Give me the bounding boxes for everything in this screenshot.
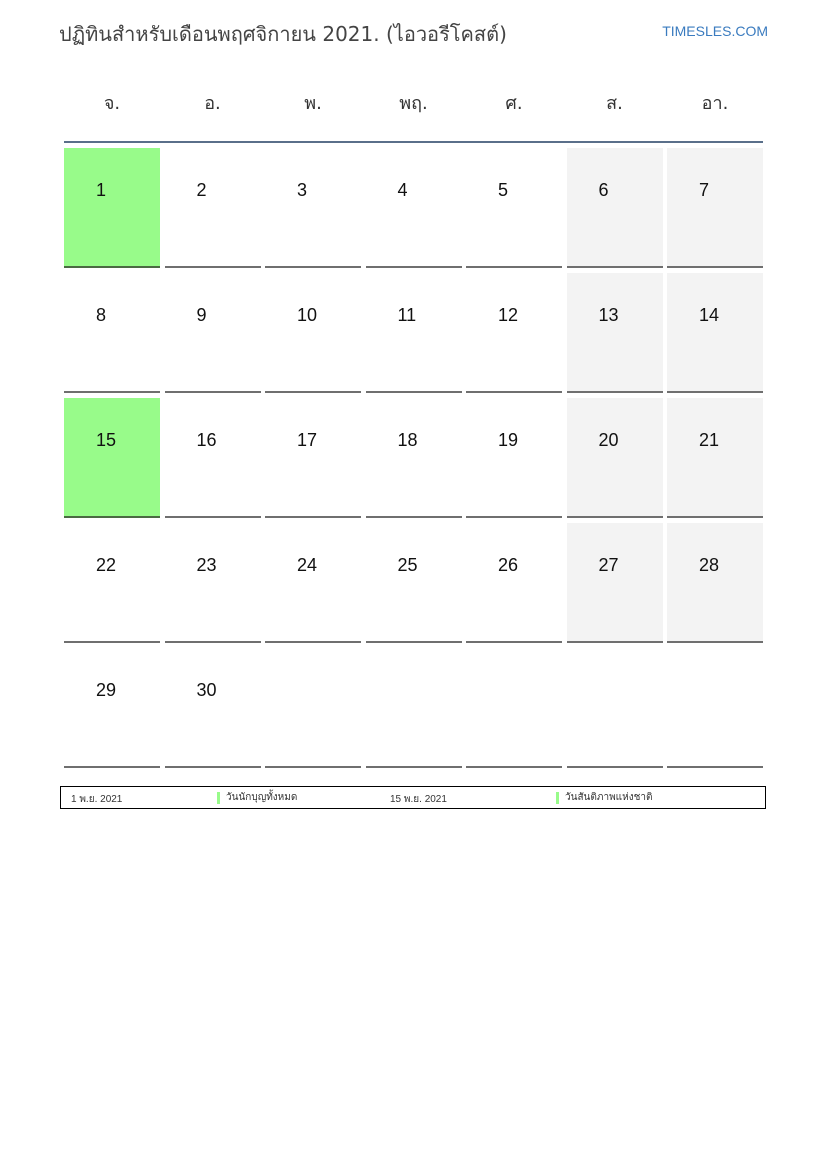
brand-link[interactable]: TIMESLES.COM	[662, 23, 768, 39]
day-number: 24	[297, 555, 318, 575]
empty-day-cell	[466, 648, 562, 768]
day-number: 25	[397, 555, 418, 575]
day-number: 17	[297, 430, 318, 450]
legend-holiday-name: วันนักบุญทั้งหมด	[217, 792, 297, 804]
empty-day-cell	[265, 648, 361, 768]
day-number: 12	[498, 305, 519, 325]
day-grid	[64, 148, 763, 768]
page-title: ปฏิทินสำหรับเดือนพฤศจิกายน 2021. (ไอวอรีโคสต์)	[59, 22, 507, 46]
calendar	[64, 80, 763, 768]
weekday-wed: พ.	[304, 93, 322, 114]
day-cell[interactable]	[64, 273, 160, 393]
day-number: 26	[498, 555, 519, 575]
weekday-fri: ศ.	[505, 93, 523, 114]
day-number: 23	[196, 555, 217, 575]
day-cell[interactable]	[165, 398, 261, 518]
day-cell[interactable]	[64, 523, 160, 643]
day-number: 10	[297, 305, 318, 325]
day-number: 5	[498, 180, 509, 200]
day-number: 3	[297, 180, 308, 200]
day-cell[interactable]	[667, 523, 763, 643]
day-cell[interactable]	[265, 148, 361, 268]
day-number: 30	[196, 680, 217, 700]
day-cell[interactable]	[165, 273, 261, 393]
day-cell[interactable]	[165, 648, 261, 768]
weekday-sun: อา.	[701, 93, 729, 114]
legend-date: 15 พ.ย. 2021	[390, 794, 447, 805]
day-cell[interactable]	[567, 398, 663, 518]
day-cell[interactable]	[165, 148, 261, 268]
day-number: 9	[196, 305, 207, 325]
day-cell[interactable]	[366, 148, 462, 268]
legend-date: 1 พ.ย. 2021	[71, 794, 123, 805]
day-number: 11	[397, 305, 417, 325]
day-cell[interactable]	[466, 273, 562, 393]
day-cell[interactable]	[667, 273, 763, 393]
holiday-legend	[60, 786, 766, 809]
day-number: 6	[598, 180, 609, 200]
day-cell[interactable]	[265, 273, 361, 393]
day-number: 28	[699, 555, 720, 575]
empty-day-cell	[567, 648, 663, 768]
day-number: 8	[96, 305, 107, 325]
day-cell[interactable]	[366, 523, 462, 643]
day-number: 29	[96, 680, 117, 700]
day-number: 16	[196, 430, 217, 450]
day-cell[interactable]	[567, 523, 663, 643]
day-cell[interactable]	[366, 273, 462, 393]
day-cell[interactable]	[165, 523, 261, 643]
day-number: 22	[96, 555, 117, 575]
weekday-header	[64, 80, 763, 143]
weekday-sat: ส.	[606, 93, 623, 114]
day-number: 14	[699, 305, 720, 325]
weekday-mon: จ.	[103, 93, 121, 114]
day-number: 20	[598, 430, 619, 450]
day-cell[interactable]	[265, 523, 361, 643]
day-cell[interactable]	[567, 148, 663, 268]
day-cell[interactable]	[667, 398, 763, 518]
day-cell[interactable]	[64, 648, 160, 768]
day-number: 27	[598, 555, 619, 575]
day-cell[interactable]	[466, 148, 562, 268]
weekday-thu: พฤ.	[399, 93, 428, 114]
day-cell[interactable]	[466, 398, 562, 518]
day-number: 18	[397, 430, 418, 450]
day-cell[interactable]	[667, 148, 763, 268]
day-number: 21	[699, 430, 720, 450]
day-cell[interactable]	[265, 398, 361, 518]
day-number: 7	[699, 180, 710, 200]
day-number: 1	[96, 180, 107, 200]
day-cell[interactable]	[567, 273, 663, 393]
day-number: 13	[598, 305, 619, 325]
empty-day-cell	[366, 648, 462, 768]
day-cell[interactable]	[366, 398, 462, 518]
empty-day-cell	[667, 648, 763, 768]
day-number: 4	[397, 180, 408, 200]
day-number: 15	[96, 430, 117, 450]
day-cell[interactable]	[64, 148, 160, 268]
day-number: 19	[498, 430, 519, 450]
day-number: 2	[196, 180, 207, 200]
day-cell[interactable]	[466, 523, 562, 643]
legend-holiday-name: วันสันติภาพแห่งชาติ	[556, 792, 653, 804]
day-cell[interactable]	[64, 398, 160, 518]
weekday-tue: อ.	[204, 93, 221, 114]
